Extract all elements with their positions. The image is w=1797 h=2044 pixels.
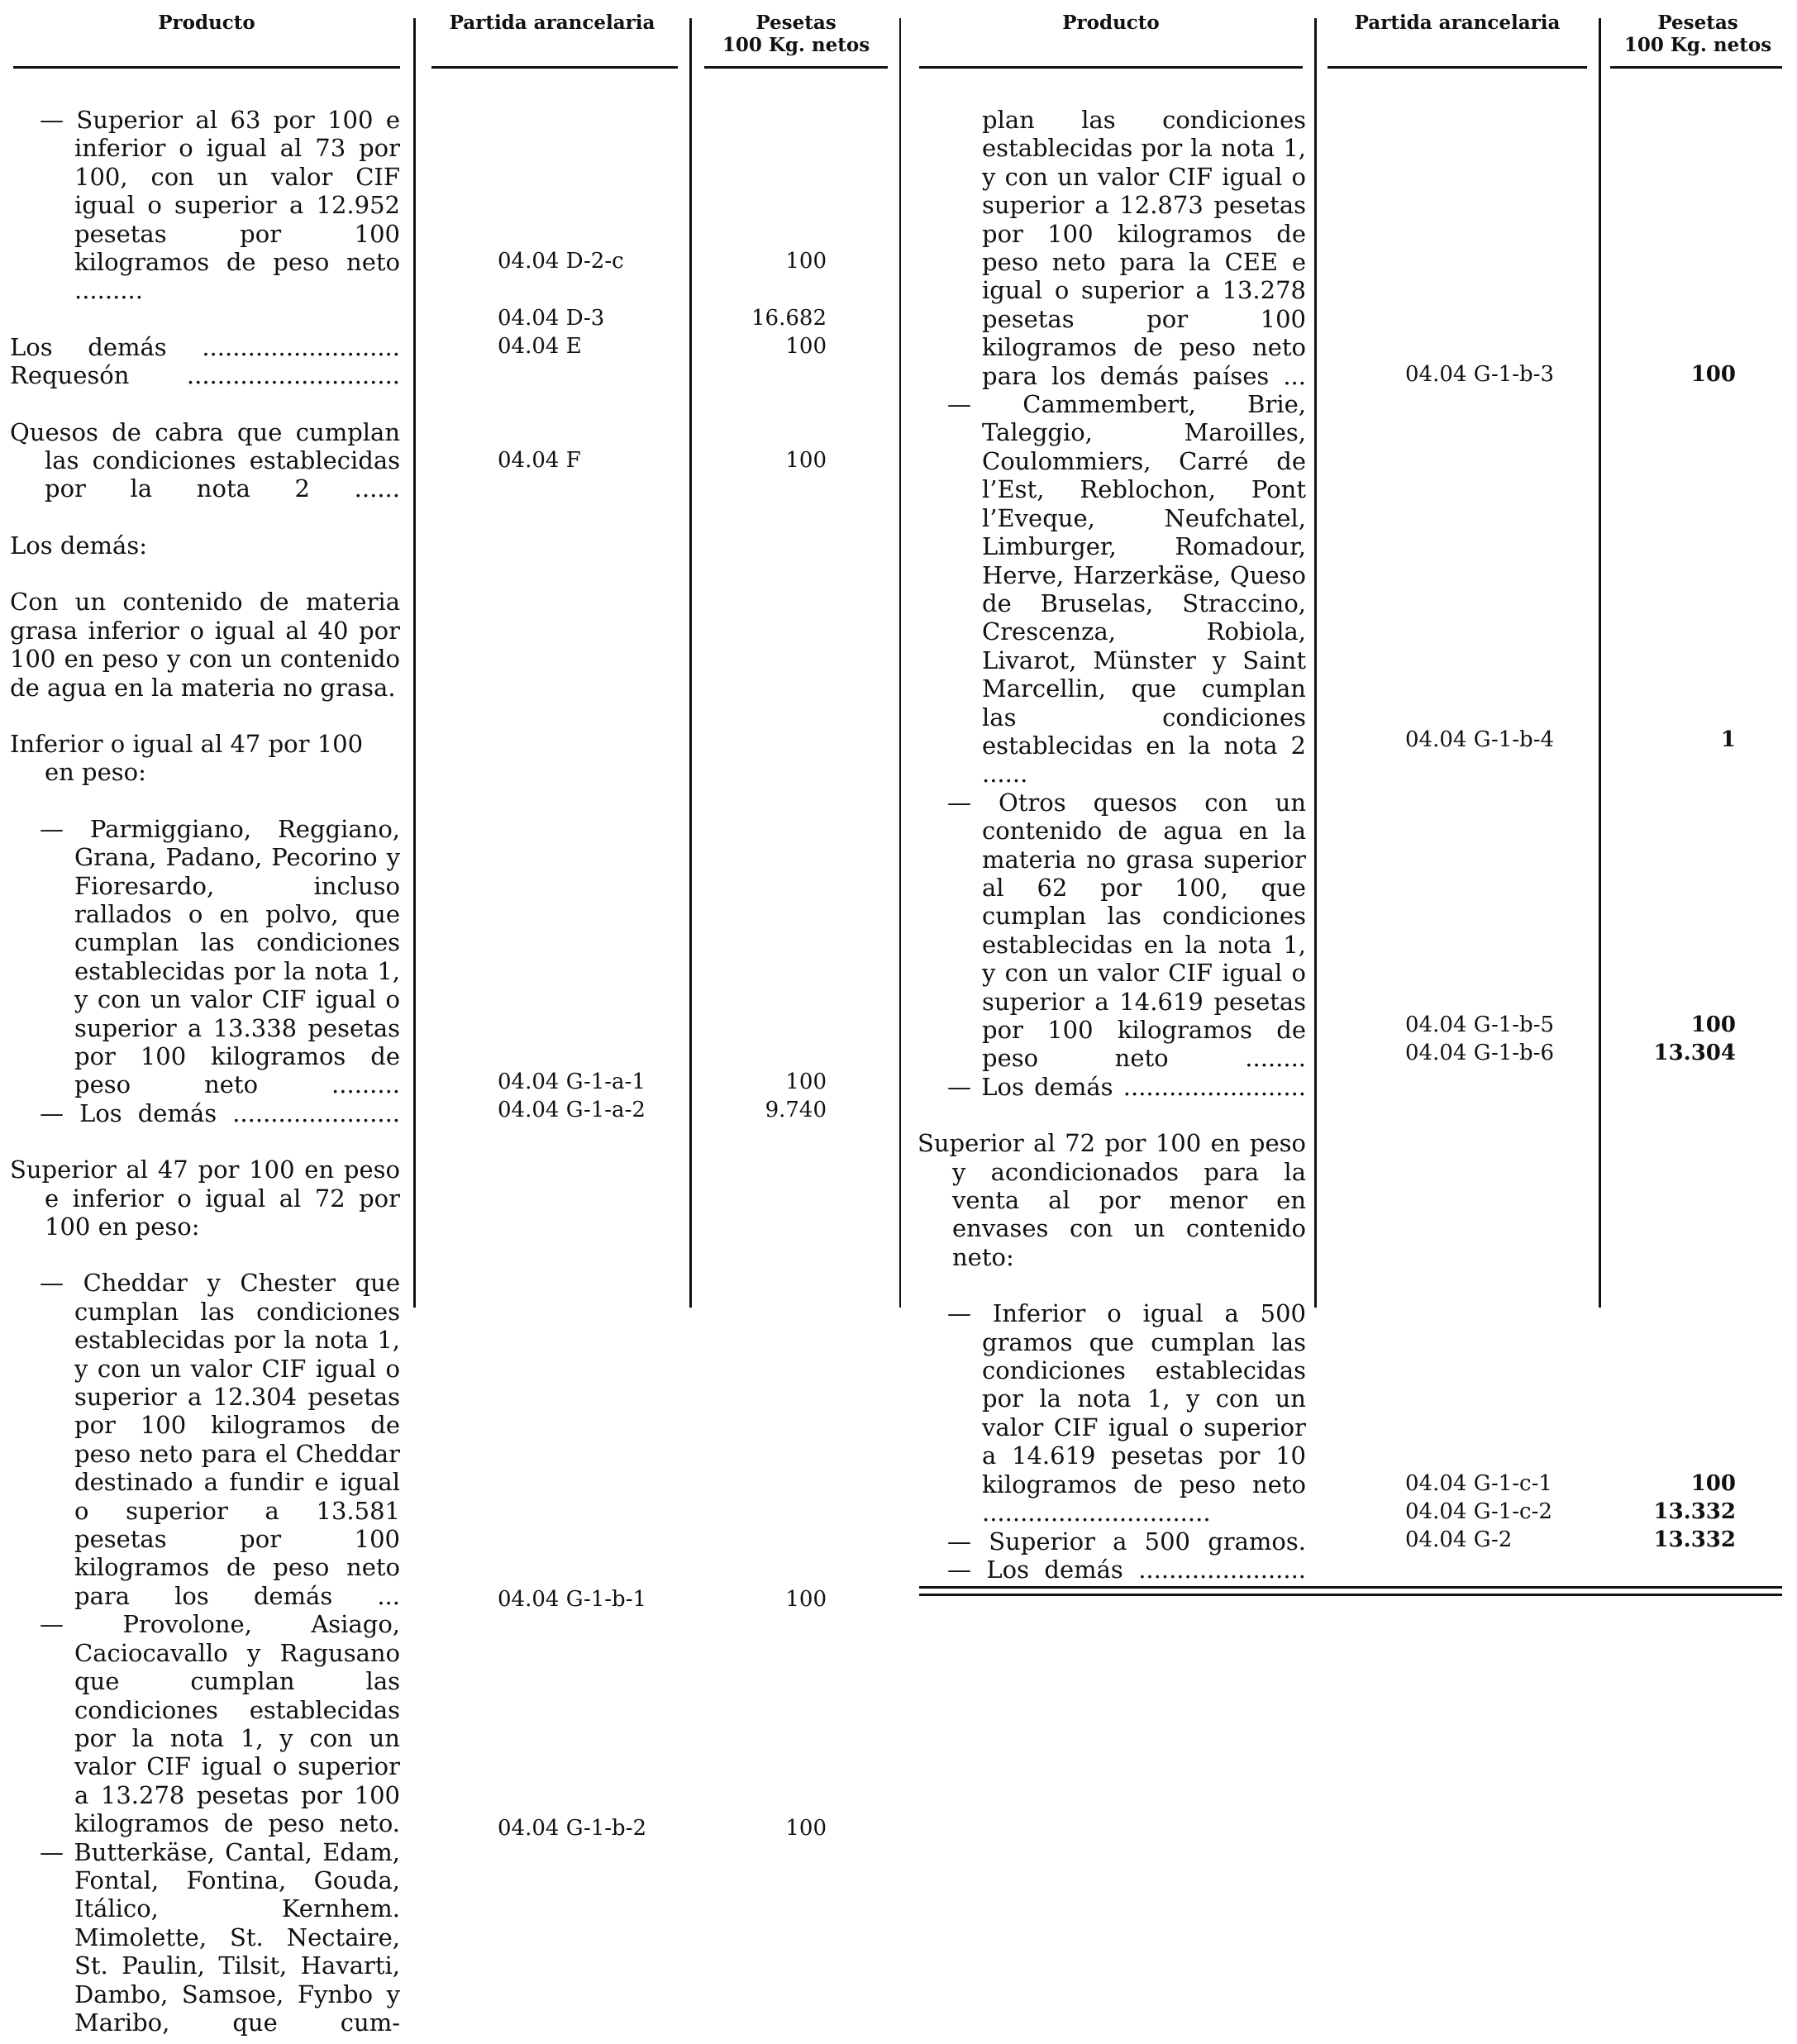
right-item-los-demas-2: — Los demás ...................... (947, 1555, 1306, 1584)
left-partida-row: 04.04 E (498, 334, 582, 359)
left-item-quesos-cabra: Quesos de cabra que cumplan las condiciones establecidas por la nota 2 ...... (10, 417, 400, 503)
left-item-butterkase: — Butterkäse, Cantal, Edam, Fontal, Fontina, Gouda, Itálico, Kernhem. Mimolette, St. Nectaire, St. Paulin, Tilsit, Havarti, Dambo, Samsoe, Fynbo y Maribo, que cum- (40, 1837, 400, 2037)
left-partida-row: 04.04 F (498, 448, 581, 473)
right-pesetas-row: 1 (1720, 727, 1736, 752)
right-pesetas-row: 100 (1690, 1471, 1736, 1496)
right-pesetas-row: 13.332 (1653, 1499, 1736, 1524)
header-pesetas-right: Pesetas 100 Kg. netos (1623, 12, 1772, 56)
closing-rule-2 (919, 1594, 1782, 1596)
left-partida-row: 04.04 D-2-c (498, 249, 624, 274)
left-item-los-demas-2: — Los demás ...................... (40, 1098, 400, 1127)
left-item-los-demas-1: Los demás .......................... (10, 332, 400, 361)
left-partida-row: 04.04 G-1-b-2 (498, 1816, 647, 1841)
closing-rule-1 (919, 1586, 1782, 1589)
left-pesetas-row: 100 (785, 1587, 827, 1612)
right-pesetas-row: 100 (1690, 362, 1736, 387)
right-pesetas-row: 13.332 (1653, 1527, 1736, 1552)
right-item-superior-500: — Superior a 500 gramos. (947, 1527, 1306, 1556)
header-rule-right-3 (1610, 66, 1782, 69)
left-pesetas-row: 16.682 (751, 306, 827, 331)
header-rule-left-1 (13, 66, 400, 69)
right-product-column (918, 106, 1306, 1584)
header-rule-left-3 (704, 66, 888, 69)
divider-left-1 (413, 18, 416, 1308)
left-item-provolone: — Provolone, Asiago, Caciocavallo y Ragusano que cumplan las condiciones establecidas por la nota 1, y con un valor CIF igual o superior a 13.278 pesetas por 100 kilogramos de peso neto. (40, 1610, 400, 1838)
left-item-cheddar: — Cheddar y Chester que cumplan las condiciones establecidas por la nota 1, y con un valor CIF igual o superior a 12.304 pesetas por 100 kilogramos de peso neto para el Cheddar destinado a fundir e igual o superior a 13.581 pesetas por 100 kilogramos de peso neto para los demás ... (40, 1269, 400, 1610)
right-partida-row: 04.04 G-2 (1405, 1527, 1513, 1552)
right-partida-row: 04.04 G-1-b-5 (1405, 1012, 1555, 1037)
header-rule-right-2 (1327, 66, 1587, 69)
left-item-parmiggiano: — Parmiggiano, Reggiano, Grana, Padano, Pecorino y Fioresardo, incluso rallados o en polvo, que cumplan las condiciones establecidas por la nota 1, y con un valor CIF igual o superior a 13.338 pesetas por 100 kilogramos de peso neto ......... (40, 814, 400, 1099)
left-pesetas-row: 100 (785, 249, 827, 274)
header-rule-right-1 (919, 66, 1303, 69)
right-partida-row: 04.04 G-1-b-3 (1405, 362, 1555, 387)
left-pesetas-row: 100 (785, 1816, 827, 1841)
left-pesetas-row: 100 (785, 334, 827, 359)
divider-right-1 (1314, 18, 1317, 1308)
right-item-continuation: plan las condiciones establecidas por la nota 1, y con un valor CIF igual o superior a 12.873 pesetas por 100 kilogramos de peso neto para la CEE e igual o superior a 13.278 pesetas por 100 kilogramos de peso neto para los demás países ... (982, 106, 1306, 390)
left-partida-row: 04.04 G-1-a-1 (498, 1070, 646, 1094)
left-heading-los-demas: Los demás: (10, 531, 147, 560)
right-pesetas-row: 13.304 (1653, 1041, 1736, 1065)
divider-middle (899, 18, 901, 1308)
right-item-inferior-500: — Inferior o igual a 500 gramos que cumplan las condiciones establecidas por la nota 1, y con un valor CIF igual o superior a 14.619 pesetas por 10 kilogramos de peso neto .............................. (947, 1299, 1306, 1527)
right-partida-row: 04.04 G-1-b-4 (1405, 727, 1555, 752)
left-heading-superior-47: Superior al 47 por 100 en peso e inferior o igual al 72 por 100 en peso: (10, 1155, 400, 1241)
left-heading-contenido-materia: Con un contenido de materia grasa inferior o igual al 40 por 100 en peso y con un contenido de agua en la materia no grasa. (10, 588, 400, 702)
right-partida-row: 04.04 G-1-b-6 (1405, 1041, 1555, 1065)
divider-right-2 (1599, 18, 1601, 1308)
divider-left-2 (689, 18, 692, 1308)
left-partida-row: 04.04 D-3 (498, 306, 605, 331)
right-heading-superior-72: Superior al 72 por 100 en peso y acondicionados para la venta al por menor en envases con un contenido neto: (918, 1129, 1306, 1271)
header-pesetas-left: Pesetas 100 Kg. netos (722, 12, 870, 56)
right-item-cammembert: — Cammembert, Brie, Taleggio, Maroilles, Coulommiers, Carré de l’Est, Reblochon, Pont l’Eveque, Neufchatel, Limburger, Romadour, Herve, Harzerkäse, Queso de Bruselas, Straccino, Crescenza, Robiola, Livarot, Münster y Saint Marcellin, que cumplan las condiciones establecidas en la nota 2 ...... (947, 390, 1306, 789)
left-pesetas-row: 9.740 (765, 1098, 827, 1122)
right-item-los-demas-1: — Los demás ........................ (947, 1072, 1306, 1101)
right-partida-row: 04.04 G-1-c-2 (1405, 1499, 1552, 1524)
right-item-otros-quesos: — Otros quesos con un contenido de agua en la materia no grasa superior al 62 por 100, que cumplan las condiciones establecidas en la nota 1, y con un valor CIF igual o superior a 14.619 pesetas por 100 kilogramos de peso neto ........ (947, 788, 1306, 1073)
left-pesetas-row: 100 (785, 1070, 827, 1094)
right-partida-row: 04.04 G-1-c-1 (1405, 1471, 1552, 1496)
header-rule-left-2 (431, 66, 678, 69)
left-product-column (10, 106, 400, 2037)
header-partida-right: Partida arancelaria (1354, 12, 1561, 34)
left-heading-inferior-47: Inferior o igual al 47 por 100 en peso: (10, 729, 364, 787)
header-producto-left: Producto (158, 12, 255, 34)
left-item-requeson: Requesón ............................ (10, 361, 400, 390)
left-partida-row: 04.04 G-1-b-1 (498, 1587, 647, 1612)
header-producto-right: Producto (1062, 12, 1160, 34)
left-partida-row: 04.04 G-1-a-2 (498, 1098, 646, 1122)
header-partida-left: Partida arancelaria (449, 12, 655, 34)
left-item-superior-63: — Superior al 63 por 100 e inferior o igual al 73 por 100, con un valor CIF igual o superior a 12.952 pesetas por 100 kilogramos de peso neto ......... (40, 106, 400, 305)
left-pesetas-row: 100 (785, 448, 827, 473)
right-pesetas-row: 100 (1690, 1012, 1736, 1037)
